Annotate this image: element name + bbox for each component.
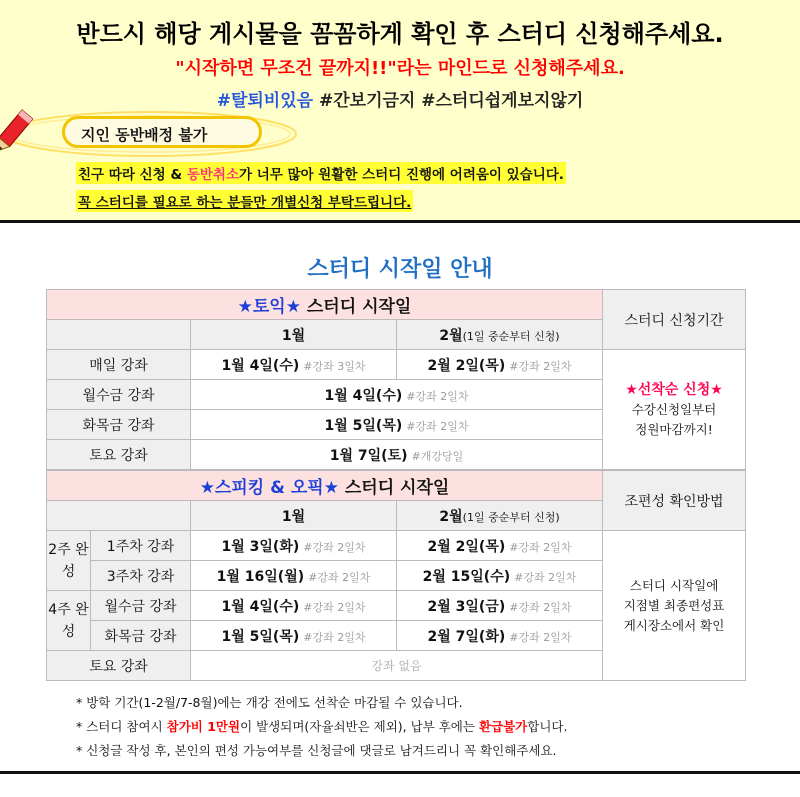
speaking-side-header: 조편성 확인방법 (603, 471, 746, 531)
speaking-title: ★스피킹 & 오픽★ 스터디 시작일 (47, 471, 603, 501)
table-row: 매일 강좌 1월 4일(수) #강좌 3일차 2월 2일(목) #강좌 2일차 ★선착순 신청★ 수강신청일부터 정원마감까지! (47, 350, 746, 380)
toeic-side-header: 스터디 신청기간 (603, 290, 746, 350)
table-row: 화목금 강좌 1월 5일(목) #강좌 2일차 (47, 410, 746, 440)
section-title: 스터디 시작일 안내 (307, 257, 493, 282)
corner-cell (47, 501, 191, 531)
headline: 반드시 해당 게시물을 꼼꼼하게 확인 후 스터디 신청해주세요. (76, 20, 724, 48)
table-row: 3주차 강좌 1월 16일(월) #강좌 2일차 2월 15일(수) #강좌 2일차 (47, 561, 746, 591)
divider-top (0, 220, 800, 223)
hashtag-others: #간보기금지 #스터디쉽게보지않기 (313, 91, 584, 111)
table-row: 토요 강좌 강좌 없음 (47, 651, 746, 681)
notice-line-2: 꼭 스터디를 필요로 하는 분들만 개별신청 부탁드립니다. (76, 190, 413, 212)
month-feb: 2월(1일 중순부터 신청) (397, 501, 603, 531)
divider-bottom (0, 771, 800, 774)
table-row: 월수금 강좌 1월 4일(수) #강좌 2일차 (47, 380, 746, 410)
footnote-3: * 신청글 작성 후, 본인의 편성 가능여부를 신청글에 댓글로 남겨드리니 꼭 확인해주세요. (76, 743, 557, 758)
table-row: 화목금 강좌 1월 5일(목) #강좌 2일차 2월 7일(화) #강좌 2일차 (47, 621, 746, 651)
table-row: 4주 완성 월수금 강좌 1월 4일(수) #강좌 2일차 2월 3일(금) #강좌 2일차 (47, 591, 746, 621)
group-4week: 4주 완성 (47, 591, 91, 651)
table-row: 2주 완성 1주차 강좌 1월 3일(화) #강좌 2일차 2월 2일(목) #강좌 2일차 스터디 시작일에 지점별 최종편성표 게시장소에서 확인 (47, 531, 746, 561)
notice-line-1: 친구 따라 신청 & 동반취소가 너무 많아 원활한 스터디 진행에 어려움이 있습니다. (76, 162, 566, 184)
month-jan: 1월 (191, 501, 397, 531)
speaking-table (46, 470, 746, 681)
footnote-2: * 스터디 참여시 참가비 1만원이 발생되며(자율쇠반은 제외), 납부 후에는 환급불가합니다. (76, 719, 568, 734)
table-row: 토요 강좌 1월 7일(토) #개강당일 (47, 440, 746, 470)
month-jan: 1월 (191, 320, 397, 350)
no-class-text: 강좌 없음 (191, 651, 603, 681)
toeic-side-body: ★선착순 신청★ 수강신청일부터 정원마감까지! (603, 350, 746, 470)
mindset-text: "시작하면 무조건 끝까지!!"라는 마인드로 신청해주세요. (175, 58, 625, 79)
month-feb: 2월(1일 중순부터 신청) (397, 320, 603, 350)
footnote-1: * 방학 기간(1-2월/7-8월)에는 개강 전에도 선착순 마감될 수 있습니다. (76, 695, 463, 710)
toeic-title: ★토익★ 스터디 시작일 (47, 290, 603, 320)
corner-cell (47, 320, 191, 350)
speaking-side-body: 스터디 시작일에 지점별 최종편성표 게시장소에서 확인 (603, 531, 746, 681)
toeic-table (46, 289, 746, 470)
group-2week: 2주 완성 (47, 531, 91, 591)
notice-label: 지인 동반배정 불가 (62, 116, 262, 148)
hashtag-withdrawal-fee: #탈퇴비있음 (216, 91, 314, 111)
